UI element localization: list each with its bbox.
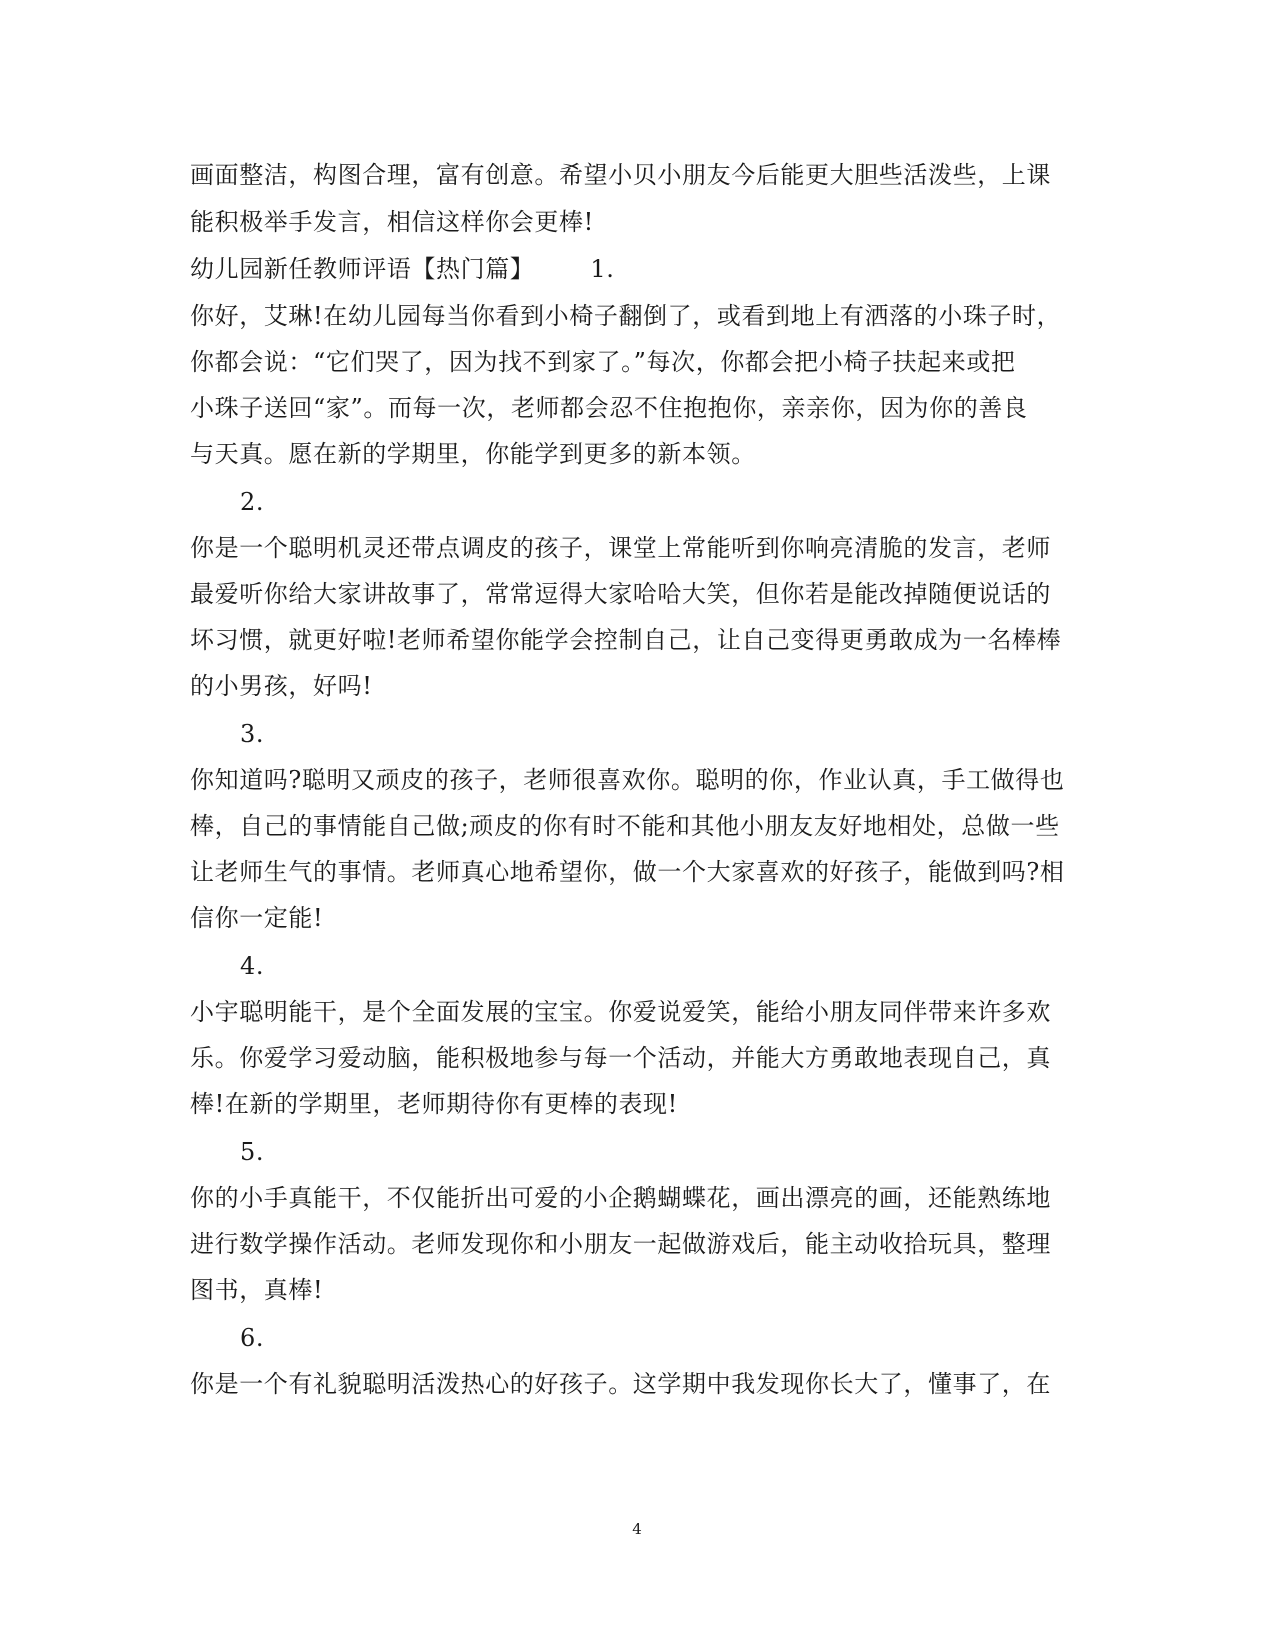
item4-line-2: 乐。你爱学习爱动脑，能积极地参与每一个活动，并能大方勇敢地表现自己，真	[190, 1044, 1051, 1072]
item3-line-1: 你知道吗?聪明又顽皮的孩子，老师很喜欢你。聪明的你，作业认真，手工做得也	[190, 766, 1065, 794]
item-number-6: 6.	[240, 1324, 265, 1352]
intro-line-2: 能积极举手发言，相信这样你会更棒!	[190, 208, 594, 236]
item3-line-3: 让老师生气的事情。老师真心地希望你，做一个大家喜欢的好孩子，能做到吗?相	[190, 858, 1065, 886]
item5-line-1: 你的小手真能干，不仅能折出可爱的小企鹅蝴蝶花，画出漂亮的画，还能熟练地	[190, 1184, 1051, 1212]
item2-line-1: 你是一个聪明机灵还带点调皮的孩子，课堂上常能听到你响亮清脆的发言，老师	[190, 534, 1051, 562]
item6-line-1: 你是一个有礼貌聪明活泼热心的好孩子。这学期中我发现你长大了，懂事了，在	[190, 1370, 1051, 1398]
item1-line-3: 小珠子送回“家”。而每一次，老师都会忍不住抱抱你，亲亲你，因为你的善良	[190, 394, 1028, 422]
item-number-1: 1.	[590, 255, 615, 283]
item1-line-1: 你好，艾琳!在幼儿园每当你看到小椅子翻倒了，或看到地上有洒落的小珠子时，	[190, 302, 1062, 330]
page-number: 4	[632, 1520, 642, 1538]
item2-line-4: 的小男孩，好吗!	[190, 672, 373, 700]
item2-line-3: 坏习惯，就更好啦!老师希望你能学会控制自己，让自己变得更勇敢成为一名棒棒	[190, 626, 1062, 654]
item4-line-3: 棒!在新的学期里，老师期待你有更棒的表现!	[190, 1090, 678, 1118]
item3-line-4: 信你一定能!	[190, 904, 324, 932]
item-number-2: 2.	[240, 488, 265, 516]
item3-line-2: 棒，自己的事情能自己做;顽皮的你有时不能和其他小朋友友好地相处，总做一些	[190, 812, 1060, 840]
section-heading-title: 幼儿园新任教师评语【热门篇】	[190, 255, 535, 283]
item2-line-2: 最爱听你给大家讲故事了，常常逗得大家哈哈大笑，但你若是能改掉随便说话的	[190, 580, 1051, 608]
intro-line-1: 画面整洁，构图合理，富有创意。希望小贝小朋友今后能更大胆些活泼些，上课	[190, 161, 1051, 189]
item-number-5: 5.	[240, 1138, 265, 1166]
item-number-3: 3.	[240, 720, 265, 748]
item1-line-2: 你都会说：“它们哭了，因为找不到家了。”每次，你都会把小椅子扶起来或把	[190, 348, 1016, 376]
item5-line-2: 进行数学操作活动。老师发现你和小朋友一起做游戏后，能主动收拾玩具，整理	[190, 1230, 1051, 1258]
section-heading	[190, 253, 1080, 285]
item1-line-4: 与天真。愿在新的学期里，你能学到更多的新本领。	[190, 440, 756, 468]
item-number-4: 4.	[240, 952, 265, 980]
item5-line-3: 图书，真棒!	[190, 1276, 324, 1304]
item4-line-1: 小宇聪明能干，是个全面发展的宝宝。你爱说爱笑，能给小朋友同伴带来许多欢	[190, 998, 1051, 1026]
